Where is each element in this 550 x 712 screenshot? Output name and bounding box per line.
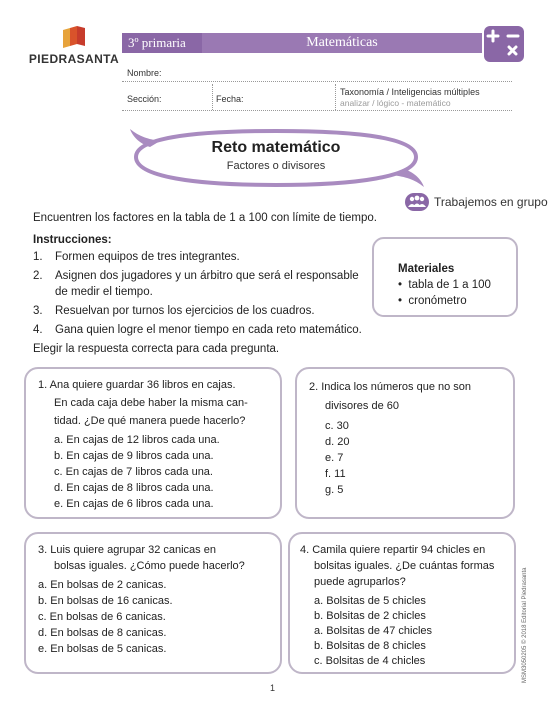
people-group-icon — [405, 193, 429, 211]
header-bar — [122, 33, 482, 53]
copyright-text: MSM3050205 © 2018 Editorial Piedrasanta — [522, 567, 528, 683]
question-text: divisores de 60 — [325, 400, 399, 412]
answer-option[interactable]: c. En cajas de 7 libros cada una. — [54, 466, 213, 478]
instruction-text: Resuelvan por turnos los ejercicios de los cuadros. — [55, 305, 315, 317]
question-text: En cada caja debe haber la misma can- — [54, 397, 248, 409]
intro-text: Encuentren los factores en la tabla de 1 a 100 con límite de tiempo. — [33, 212, 377, 224]
math-operations-icon — [484, 26, 524, 62]
answer-option[interactable]: f. 11 — [325, 468, 346, 480]
instruction-number: 3. — [33, 305, 43, 317]
instruction-item — [33, 249, 363, 265]
answer-option[interactable]: c. Bolsitas de 4 chicles — [314, 655, 426, 667]
answer-option[interactable]: a. Bolsitas de 5 chicles — [314, 595, 426, 607]
question-text: 4. Camila quiere repartir 94 chicles en — [300, 544, 486, 556]
date-label: Fecha: — [216, 94, 244, 104]
answer-option[interactable]: d. En cajas de 8 libros cada una. — [54, 482, 214, 494]
answer-option[interactable]: e. En bolsas de 5 canicas. — [38, 643, 167, 655]
banner-bubble — [126, 125, 426, 191]
name-label: Nombre: — [127, 68, 162, 78]
banner-title: Reto matemático — [211, 139, 341, 156]
materials-title: Materiales — [398, 263, 455, 275]
grade-label: 3º primaria — [122, 33, 202, 53]
material-item-text: cronómetro — [408, 295, 467, 307]
material-item: • tabla de 1 a 100 — [398, 279, 491, 291]
field-separator — [335, 84, 336, 110]
answer-option[interactable]: g. 5 — [325, 484, 344, 496]
question-box-2 — [295, 367, 515, 519]
material-item: • cronómetro — [398, 295, 467, 307]
group-work-label: Trabajemos en grupo — [434, 195, 548, 209]
answer-option[interactable]: d. En bolsas de 8 canicas. — [38, 627, 167, 639]
answer-option[interactable]: b. En cajas de 9 libros cada una. — [54, 450, 214, 462]
instruction-item — [33, 303, 363, 319]
answer-option[interactable]: a. En bolsas de 2 canicas. — [38, 579, 167, 591]
instruction-item — [33, 268, 363, 300]
answer-option[interactable]: e. En cajas de 6 libros cada una. — [54, 498, 214, 510]
answer-option[interactable]: d. 20 — [325, 436, 350, 448]
answer-option[interactable]: b. Bolsitas de 8 chicles — [314, 640, 426, 652]
taxonomy-title: Taxonomía / Inteligencias múltiples — [340, 87, 480, 97]
question-box-3 — [24, 532, 282, 674]
instruction-text: Formen equipos de tres integrantes. — [55, 251, 240, 263]
instructions-title: Instrucciones: — [33, 234, 112, 246]
answer-option[interactable]: b. Bolsitas de 2 chicles — [314, 610, 426, 622]
question-text: 3. Luis quiere agrupar 32 canicas en — [38, 544, 216, 556]
instruction-text: Asignen dos jugadores y un árbitro que será el responsable de medir el tiempo. — [55, 270, 359, 298]
closing-text: Elegir la respuesta correcta para cada pregunta. — [33, 343, 280, 355]
question-text: puede agruparlos? — [314, 576, 406, 588]
brand-name: PIEDRASANTA — [28, 52, 120, 66]
answer-option[interactable]: c. En bolsas de 6 canicas. — [38, 611, 166, 623]
answer-option[interactable]: a. En cajas de 12 libros cada una. — [54, 434, 220, 446]
instruction-number: 1. — [33, 251, 43, 263]
question-text: bolsas iguales. ¿Cómo puede hacerlo? — [54, 560, 245, 572]
answer-option[interactable]: e. 7 — [325, 452, 344, 464]
page-number: 1 — [270, 683, 276, 693]
instruction-number: 4. — [33, 324, 43, 336]
instruction-item — [33, 322, 363, 338]
answer-option[interactable]: c. 30 — [325, 420, 349, 432]
question-text: 2. Indica los números que no son — [309, 381, 472, 393]
instruction-text: Gana quien logre el menor tiempo en cada reto matemático. — [55, 324, 362, 336]
section-line[interactable] — [122, 110, 512, 111]
books-logo-icon — [61, 26, 89, 48]
brand-logo — [26, 26, 122, 70]
banner-subtitle: Factores o divisores — [226, 160, 326, 172]
question-text: tidad. ¿De qué manera puede hacerlo? — [54, 415, 246, 427]
materials-box — [372, 237, 518, 317]
subject-title: Matemáticas — [306, 35, 378, 50]
section-label: Sección: — [127, 94, 162, 104]
name-line[interactable] — [122, 81, 512, 82]
question-text: bolsitas iguales. ¿De cuántas formas — [314, 560, 495, 572]
answer-option[interactable]: a. Bolsitas de 47 chicles — [314, 625, 433, 637]
question-text: 1. Ana quiere guardar 36 libros en cajas. — [38, 379, 236, 391]
field-separator — [212, 84, 213, 110]
taxonomy-subtitle: analizar / lógico - matemático — [340, 98, 451, 108]
question-box-4 — [288, 532, 516, 674]
question-box-1 — [24, 367, 282, 519]
material-item-text: tabla de 1 a 100 — [408, 279, 491, 291]
answer-option[interactable]: b. En bolsas de 16 canicas. — [38, 595, 173, 607]
instruction-number: 2. — [33, 270, 43, 282]
